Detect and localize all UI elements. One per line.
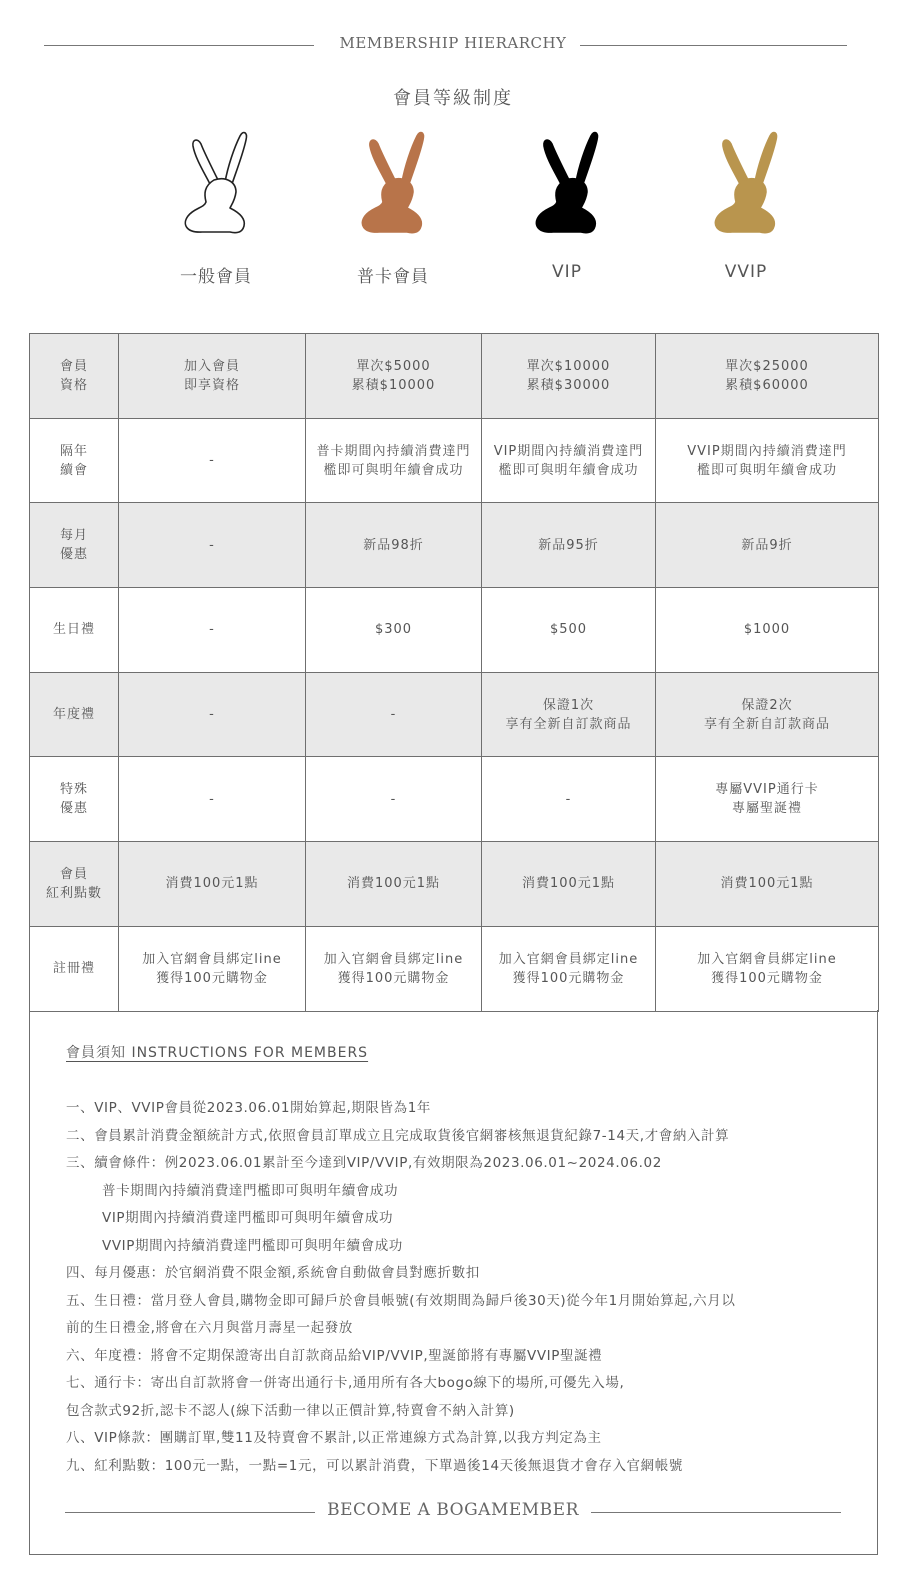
table-cell: 加入官網會員綁定line 獲得100元購物金 xyxy=(119,926,306,1011)
list-item: 前的生日禮金,將會在六月與當月壽星一起發放 xyxy=(66,1320,353,1336)
table-cell: - xyxy=(119,672,306,757)
tier-label-general: 一般會員 xyxy=(180,267,252,287)
footer-slogan-wrap xyxy=(0,1500,906,1520)
table-cell: - xyxy=(119,418,306,503)
row-header: 生日禮 xyxy=(30,588,119,673)
list-item: VVIP期間內持續消費達門檻即可與明年續會成功 xyxy=(102,1237,403,1254)
row-header: 每月 優惠 xyxy=(30,503,119,588)
tier-general xyxy=(146,130,286,287)
page-title: MEMBERSHIP HIERARCHY xyxy=(326,34,581,52)
table-row-signup-gift xyxy=(30,926,879,1011)
list-item: 普卡期間內持續消費達門檻即可與明年續會成功 xyxy=(102,1182,399,1199)
rabbit-black-icon xyxy=(529,130,605,242)
rabbit-gold-icon xyxy=(708,130,784,242)
tier-label-classic: 普卡會員 xyxy=(357,267,429,287)
list-item: 二、會員累計消費金額統計方式,依照會員訂單成立且完成取貨後官網審核無退貨紀錄7-14天,才會納入計算 xyxy=(66,1127,730,1144)
table-cell: $500 xyxy=(482,588,656,673)
table-cell: $1000 xyxy=(656,588,879,673)
table-cell: 加入官網會員綁定line 獲得100元購物金 xyxy=(482,926,656,1011)
table-cell: - xyxy=(306,757,482,842)
table-cell: 單次$10000 累積$30000 xyxy=(482,334,656,419)
list-item: 九、紅利點數：100元一點，一點=1元，可以累計消費，下單過後14天後無退貨才會存入官網帳號 xyxy=(66,1457,683,1474)
table-cell: 消費100元1點 xyxy=(119,842,306,927)
table-cell: 單次$5000 累積$10000 xyxy=(306,334,482,419)
table-cell: VVIP期間內持續消費達門 檻即可與明年續會成功 xyxy=(656,418,879,503)
list-item: 八、VIP條款：團購訂單,雙11及特賣會不累計,以正常連線方式為計算,以我方判定為主 xyxy=(66,1430,602,1446)
list-item: 包含款式92折,認卡不認人(線下活動一律以正價計算,特賣會不納入計算) xyxy=(66,1402,515,1419)
member-instructions xyxy=(29,1010,878,1555)
table-cell: 單次$25000 累積$60000 xyxy=(656,334,879,419)
table-cell: 加入官網會員綁定line 獲得100元購物金 xyxy=(306,926,482,1011)
list-item: 五、生日禮：當月登人會員,購物金即可歸戶於會員帳號(有效期間為歸戶後30天)從今年1月開始算起,六月以 xyxy=(66,1292,736,1309)
list-item: 四、每月優惠：於官網消費不限金額,系統會自動做會員對應折數扣 xyxy=(66,1265,480,1281)
table-cell: 加入會員 即享資格 xyxy=(119,334,306,419)
list-item: VIP期間內持續消費達門檻即可與明年續會成功 xyxy=(102,1210,394,1226)
table-row-special-offer xyxy=(30,757,879,842)
tier-label-vvip: VVIP xyxy=(724,262,768,282)
table-cell: - xyxy=(482,757,656,842)
table-cell: 專屬VVIP通行卡 專屬聖誕禮 xyxy=(656,757,879,842)
table-cell: - xyxy=(119,757,306,842)
list-item: 七、通行卡：寄出自訂款將會一併寄出通行卡,通用所有各大bogo線下的場所,可優先入場, xyxy=(66,1375,625,1391)
row-header: 隔年 續會 xyxy=(30,418,119,503)
instructions-list xyxy=(66,1095,866,1480)
table-cell: - xyxy=(119,588,306,673)
footer-slogan: BECOME A BOGAMEMBER xyxy=(315,1500,591,1520)
row-header: 會員 資格 xyxy=(30,334,119,419)
table-row-monthly-offer xyxy=(30,503,879,588)
tier-classic xyxy=(323,130,463,287)
row-header: 註冊禮 xyxy=(30,926,119,1011)
tier-label-vip: VIP xyxy=(552,262,582,282)
table-row-bonus-points xyxy=(30,842,879,927)
instructions-title: 會員須知 INSTRUCTIONS FOR MEMBERS xyxy=(66,1045,369,1061)
table-cell: 新品95折 xyxy=(482,503,656,588)
row-header: 會員 紅利點數 xyxy=(30,842,119,927)
header xyxy=(0,0,906,90)
list-item: 六、年度禮：將會不定期保證寄出自訂款商品給VIP/VVIP,聖誕節將有專屬VVIP聖誕禮 xyxy=(66,1347,603,1364)
page-subtitle: 會員等級制度 xyxy=(393,88,513,109)
table-cell: - xyxy=(119,503,306,588)
list-item: 一、VIP、VVIP會員從2023.06.01開始算起,期限皆為1年 xyxy=(66,1100,432,1116)
table-cell: $300 xyxy=(306,588,482,673)
table-cell: 消費100元1點 xyxy=(656,842,879,927)
row-header: 年度禮 xyxy=(30,672,119,757)
table-cell: VIP期間內持續消費達門 檻即可與明年續會成功 xyxy=(482,418,656,503)
table-cell: 保證1次 享有全新自訂款商品 xyxy=(482,672,656,757)
table-cell: 新品9折 xyxy=(656,503,879,588)
table-cell: 普卡期間內持續消費達門 檻即可與明年續會成功 xyxy=(306,418,482,503)
membership-comparison-table xyxy=(29,333,879,1012)
tier-vvip xyxy=(676,130,816,282)
rabbit-copper-icon xyxy=(355,130,431,242)
list-item: 三、續會條件：例2023.06.01累計至今達到VIP/VVIP,有效期限為2023.06.01~2024.06.02 xyxy=(66,1155,662,1171)
table-row-qualification xyxy=(30,334,879,419)
table-row-renewal xyxy=(30,418,879,503)
table-row-birthday-gift xyxy=(30,588,879,673)
table-cell: 加入官網會員綁定line 獲得100元購物金 xyxy=(656,926,879,1011)
table-cell: 消費100元1點 xyxy=(306,842,482,927)
row-header: 特殊 優惠 xyxy=(30,757,119,842)
table-cell: - xyxy=(306,672,482,757)
table-cell: 消費100元1點 xyxy=(482,842,656,927)
table-cell: 新品98折 xyxy=(306,503,482,588)
table-row-annual-gift xyxy=(30,672,879,757)
tier-vip xyxy=(497,130,637,282)
rabbit-outline-icon xyxy=(178,130,254,242)
table-cell: 保證2次 享有全新自訂款商品 xyxy=(656,672,879,757)
